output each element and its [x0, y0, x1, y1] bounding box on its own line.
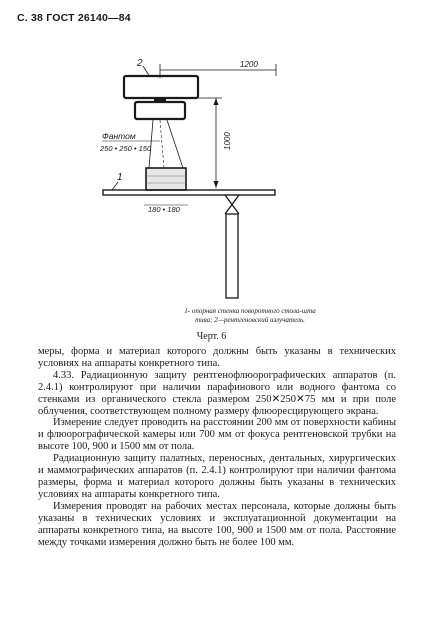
xray-emitter-neck [154, 98, 166, 102]
callout-2: 2 [137, 58, 143, 69]
paragraph: меры, форма и материал которого должны быть указаны в технических условиях на аппараты конкретного типа. [38, 346, 396, 369]
figure-caption [170, 307, 330, 325]
phantom-label: Фантом [102, 131, 136, 141]
table-top [103, 190, 275, 195]
dim-vertical-label: 1000 [223, 132, 232, 150]
dim-horizontal-label: 1200 [240, 60, 258, 69]
callout-1-leader [112, 182, 118, 190]
dim-vertical-arrow-bottom [214, 181, 219, 188]
beam-right [167, 120, 183, 168]
dim-vertical-arrow-top [214, 98, 219, 105]
phantom-size: 250 • 250 • 150 [100, 144, 152, 153]
phantom-block [146, 168, 186, 190]
stand-column [226, 214, 238, 298]
caption-line: 1- опорная стенка поворотного стола-шта [184, 307, 316, 315]
figure-chart-6 [0, 0, 423, 300]
body-text [38, 346, 396, 548]
callout-1: 1 [117, 172, 123, 183]
paragraph: 4.33. Радиационную защиту рентгенофлюорографических аппаратов (п. 2.4.1) контролируют при наличии парафинового или водного фантома со стенками из органического стекла размером 250✕250✕75 мм и при поле облучения, соответствующем полному размеру флюоресцирующего экрана. [38, 369, 396, 417]
paragraph: Измерение следует проводить на расстоянии 200 мм от поверхности кабины и флюорографической камеры или 700 мм от фокуса рентгеновской трубки на высоте 100, 900 и 1500 мм от пола. [38, 417, 396, 453]
page-header: С. 38 ГОСТ 26140—84 [17, 12, 131, 24]
paragraph: Измерения проводят на рабочих местах персонала, которые должны быть указаны в технических условиях и эксплуатационной документации на аппараты конкретного типа, на высоте 100, 900 и 1500 мм от пола. Расстояние между точками измерения должно быть не более 100 мм. [38, 500, 396, 548]
paragraph: Радиационную защиту палатных, переносных, дентальных, хирургических и маммографических аппаратов (п. 2.4.1) контролируют при наличии фантома размеры, форма и материал которого должны быть указаны в технических условиях на аппараты конкретного типа. [38, 453, 396, 500]
xray-emitter-bottom [135, 102, 185, 119]
field-size: 180 • 180 [148, 205, 180, 214]
figure-title: Черт. 6 [196, 331, 227, 342]
xray-emitter-top [124, 76, 198, 98]
beam-center [160, 120, 164, 168]
caption-line: тива; 2—рентгеновский излучатель. [195, 316, 305, 324]
